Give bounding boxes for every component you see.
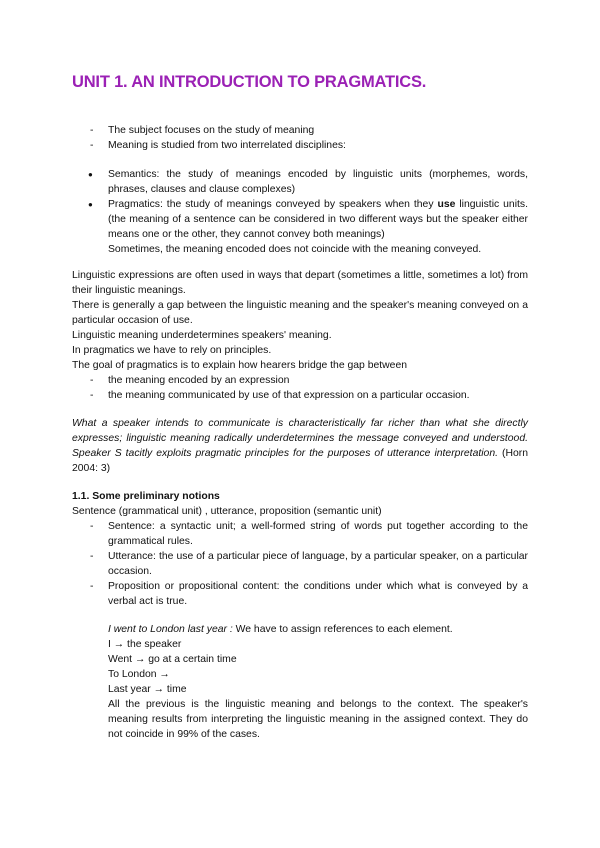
section-subtitle: Sentence (grammatical unit) , utterance, proposition (semantic unit)	[72, 506, 382, 517]
intro-list-block	[72, 123, 528, 153]
paragraph: The goal of pragmatics is to explain how hearers bridge the gap between	[72, 360, 408, 371]
quote-text: What a speaker intends to communicate is characteristically far richer than what she directly expresses; linguistic meaning radically underdetermines the message conveyed and understood. Speaker S tacitly exploits pragmatic principles for the purposes of utterance interpretation.	[72, 418, 528, 459]
quote-citation: (Horn 2004: 3)	[72, 448, 529, 474]
paragraph: Linguistic meaning underdetermines speakers' meaning.	[72, 330, 332, 341]
explanation-block	[72, 268, 528, 403]
list-item: - The subject focuses on the study of meaning	[72, 123, 528, 138]
pragmatics-extra: Sometimes, the meaning encoded does not coincide with the meaning conveyed.	[108, 244, 482, 255]
pragmatics-text: Pragmatics: the study of meanings conveyed by speakers when they	[108, 199, 438, 210]
definition-item: - Utterance: the use of a particular piece of language, by a particular speaker, on a particular occasion.	[72, 549, 528, 579]
intro-dash-list	[72, 123, 528, 153]
quote-block	[72, 416, 528, 476]
disciplines-block	[72, 167, 528, 257]
reference-line: Went → go at a certain time	[108, 654, 237, 665]
example-sentence-line	[72, 622, 528, 637]
section-heading: 1.1. Some preliminary notions	[72, 491, 220, 502]
pragmatics-emphasis: use	[437, 199, 456, 210]
paragraph: In pragmatics we have to rely on principles.	[72, 345, 272, 356]
list-item: - Meaning is studied from two interrelated disciplines:	[72, 138, 528, 153]
reference-line: Last year → time	[108, 684, 187, 695]
paragraph: There is generally a gap between the linguistic meaning and the speaker's meaning conveyed on a particular occasion of use.	[72, 300, 528, 326]
reference-line: I → the speaker	[108, 639, 182, 650]
section-block	[72, 489, 528, 609]
list-item: - the meaning encoded by an expression	[72, 373, 528, 388]
definition-item: - Proposition or propositional content: the conditions under which what is conveyed by a verbal act is true.	[72, 579, 528, 609]
example-sentence: I went to London last year :	[108, 624, 233, 635]
paragraph: Linguistic expressions are often used in ways that depart (sometimes a little, sometimes a lot) from their linguistic meanings.	[72, 270, 528, 296]
example-block	[72, 622, 528, 742]
horn-quote	[72, 416, 528, 476]
gap-dash-list	[72, 373, 528, 403]
disciplines-bullet-list	[72, 167, 528, 242]
example-instruction: We have to assign references to each element.	[232, 624, 453, 635]
example-conclusion: All the previous is the linguistic meaning and belongs to the context. The speaker's meaning results from interpreting the linguistic meaning in the assigned context. They do not coincide in 99% of the cases.	[108, 699, 528, 740]
definitions-list	[72, 519, 528, 609]
list-item: - the meaning communicated by use of that expression on a particular occasion.	[72, 388, 528, 403]
semantics-item: ● Semantics: the study of meanings encoded by linguistic units (morphemes, words, phrases, clauses and clause complexes)	[72, 167, 528, 197]
page-title: UNIT 1. AN INTRODUCTION TO PRAGMATICS.	[72, 73, 427, 91]
reference-line: To London →	[108, 669, 170, 680]
pragmatics-item	[72, 197, 528, 242]
definition-item: - Sentence: a syntactic unit; a well-formed string of words put together according to the grammatical rules.	[72, 519, 528, 549]
pragmatics-text-rest: linguistic units. (the meaning of a sentence can be considered in two different ways but the speaker either means one or the other, they cannot convey both meanings)	[108, 199, 528, 240]
